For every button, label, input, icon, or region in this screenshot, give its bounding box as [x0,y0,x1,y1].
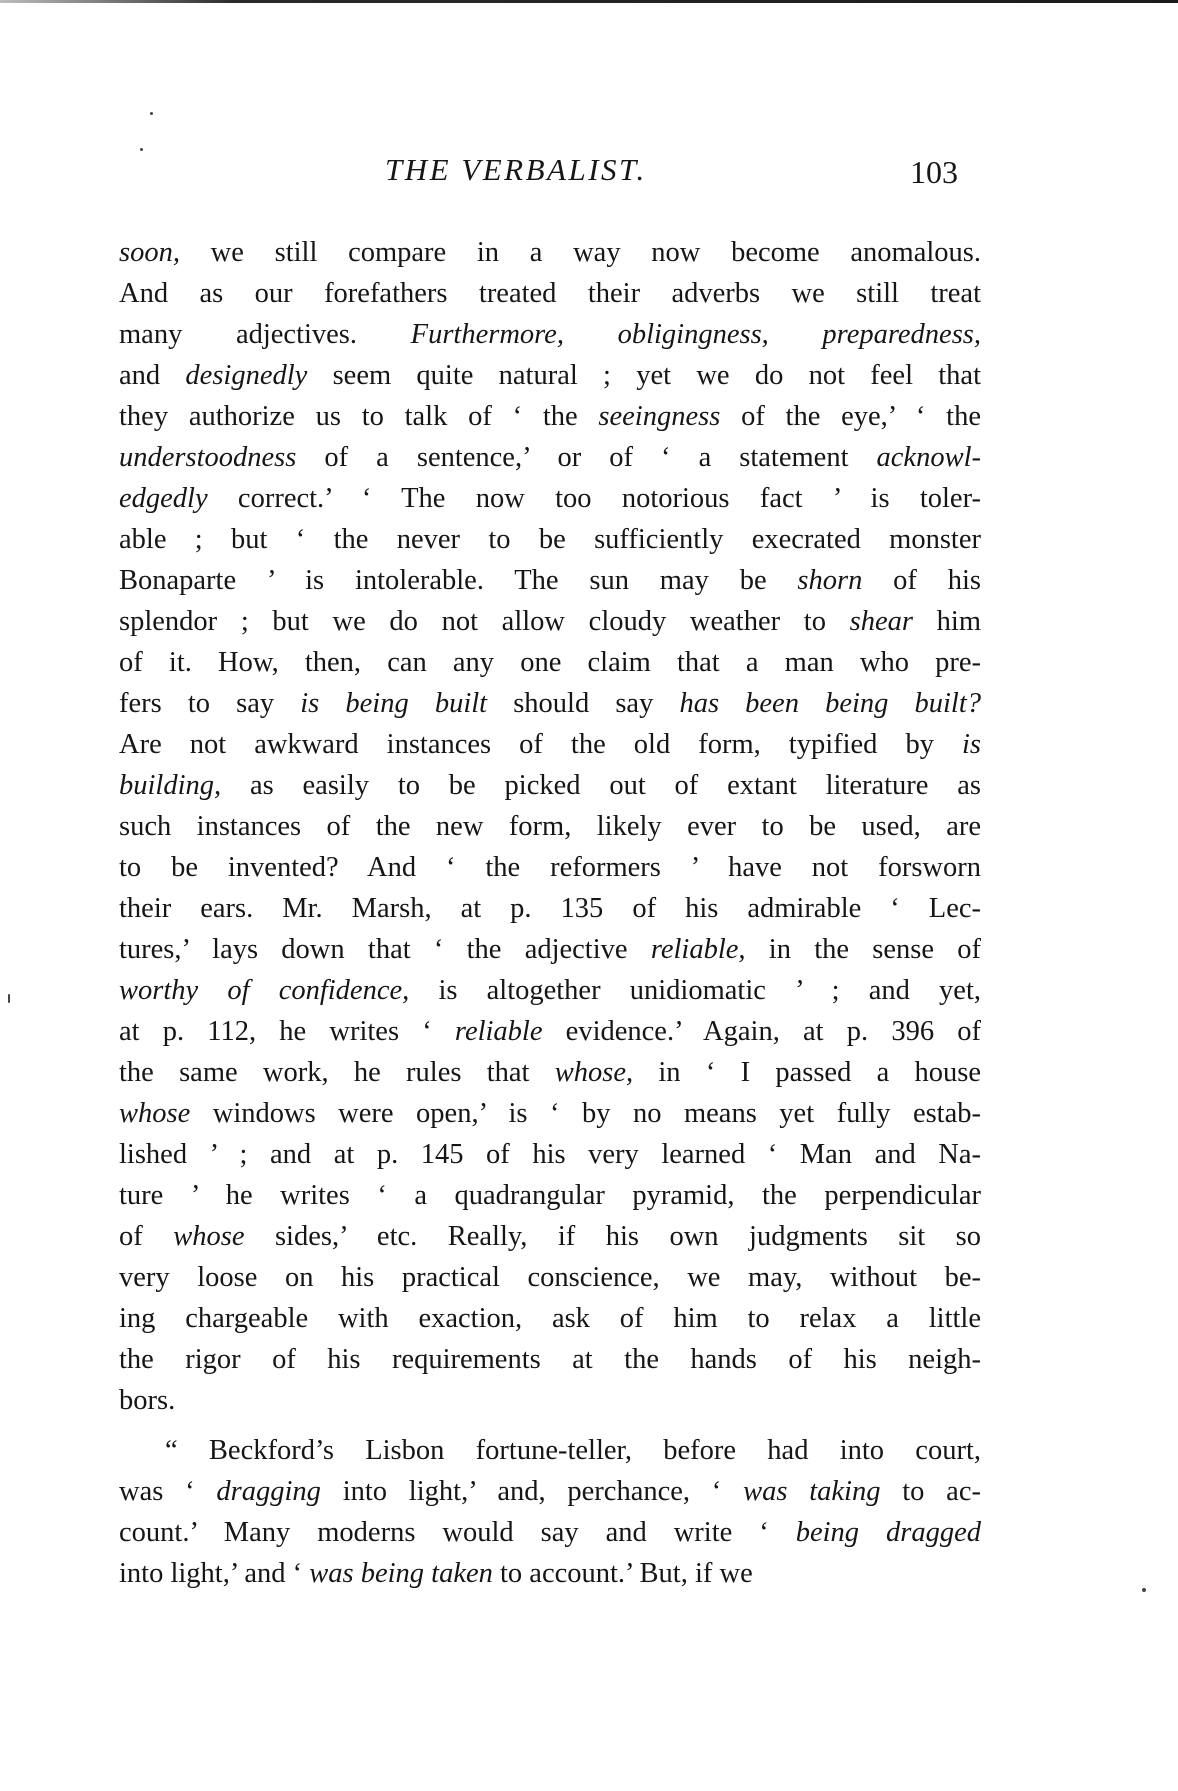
italic-term: is being built [300,688,488,719]
text-run: tures,’ lays down that ‘ the adjective [119,934,651,965]
text-run: seem quite natural ; yet we do not feel that [307,360,981,391]
text-line [119,1216,981,1257]
text-run: to account.’ But, if we [492,1558,753,1589]
italic-term: whose, [554,1057,634,1088]
text-run: lished ’ ; and at p. 145 of his very learned ‘ Man and Na- [119,1139,981,1170]
scan-edge [0,0,1178,3]
italic-term: whose [119,1098,191,1129]
text-line [119,1134,981,1175]
text-run: they authorize us to talk of ‘ the [119,401,599,432]
text-run: ture ’ he writes ‘ a quadrangular pyramid, the perpendicular [119,1180,981,1211]
text-run: we still compare in a way now become anomalous. [179,237,981,268]
paragraph [119,1430,981,1594]
text-line [119,683,981,724]
text-line [119,1553,981,1594]
text-run: the same work, he rules that [119,1057,555,1088]
text-run: in ‘ I passed a house [633,1057,981,1088]
text-run: in the sense of [745,934,981,965]
text-run: at p. 112, he writes ‘ [119,1016,455,1047]
running-head [0,148,1178,198]
text-line [119,724,981,765]
text-line [119,970,981,1011]
italic-term: reliable, [650,934,746,965]
text-run: windows were open,’ is ‘ by no means yet fully estab- [190,1098,981,1129]
italic-term: has been being built? [679,688,982,719]
paragraph-spacer [119,1421,981,1430]
text-run: “ Beckford’s Lisbon fortune-teller, before had into court, [165,1435,981,1466]
text-line [119,1471,981,1512]
text-run: Bonaparte ’ is intolerable. The sun may be [119,565,798,596]
text-run: evidence.’ Again, at p. 396 of [542,1016,981,1047]
text-line [119,437,981,478]
text-run: And as our forefathers treated their adverbs we still treat [119,278,981,309]
text-line [119,1430,981,1471]
text-line [119,273,981,314]
italic-term: building, [119,770,222,801]
text-line [119,1512,981,1553]
italic-term: edgedly [119,483,208,514]
text-run: splendor ; but we do not allow cloudy weather to [119,606,850,637]
text-run: sides,’ etc. Really, if his own judgments sit so [244,1221,981,1252]
text-run: of a sentence,’ or of ‘ a statement [296,442,877,473]
text-run: of the eye,’ ‘ the [720,401,981,432]
text-run: into light,’ and ‘ [119,1558,310,1589]
text-line [119,1298,981,1339]
text-line [119,1052,981,1093]
text-line [119,888,981,929]
text-run: very loose on his practical conscience, we may, without be- [119,1262,981,1293]
italic-term: soon, [119,237,180,268]
text-run: to be invented? And ‘ the reformers ’ have not forsworn [119,852,981,883]
italic-term: dragging [216,1476,321,1507]
italic-term: reliable [454,1016,543,1047]
text-run: of it. How, then, can any one claim that a man who pre- [119,647,981,678]
text-run: Are not awkward instances of the old form, typified by [119,729,962,760]
text-line [119,355,981,396]
text-line [119,1339,981,1380]
text-line [119,929,981,970]
text-line [119,642,981,683]
text-line [119,396,981,437]
text-run: such instances of the new form, likely ever to be used, are [119,811,981,842]
text-run: to ac- [880,1476,981,1507]
text-run: many adjectives. [119,319,411,350]
text-run: of [119,1221,174,1252]
text-run: their ears. Mr. Marsh, at p. 135 of his admirable ‘ Lec- [119,893,981,924]
text-line [119,519,981,560]
text-run: and [119,360,186,391]
text-run: count.’ Many moderns would say and write ‘ [119,1517,796,1548]
italic-term: shorn [797,565,863,596]
italic-term: being dragged [795,1517,982,1548]
text-line [119,765,981,806]
running-title: THE VERBALIST. [385,152,647,187]
text-run: of his [862,565,982,596]
italic-term: designedly [185,360,308,391]
text-run: bors. [119,1385,176,1416]
scan-speck [1142,1588,1146,1592]
text-run: was ‘ [119,1476,217,1507]
italic-term: worthy of confidence, [119,975,410,1006]
text-line [119,1380,981,1421]
text-run: able ; but ‘ the never to be sufficiently execrated monster [119,524,981,555]
italic-term: was being taken [309,1558,493,1589]
text-line [119,601,981,642]
italic-term: shear [849,606,913,637]
text-run: ing chargeable with exaction, ask of him to relax a little [119,1303,981,1334]
text-line [119,1175,981,1216]
paragraph [119,232,981,1421]
scan-speck [8,994,10,1003]
text-line [119,560,981,601]
italic-term: Furthermore, obligingness, preparedness, [410,319,981,350]
italic-term: acknowl- [876,442,981,473]
scan-speck [150,112,153,115]
text-run: as easily to be picked out of extant literature as [221,770,981,801]
italic-term: seeingness [598,401,721,432]
text-line [119,314,981,355]
text-body [119,232,981,1594]
text-run: fers to say [119,688,301,719]
italic-term: was taking [743,1476,881,1507]
text-run: should say [487,688,680,719]
text-line [119,478,981,519]
text-line [119,1257,981,1298]
text-run: correct.’ ‘ The now too notorious fact ’ is toler- [207,483,981,514]
text-line [119,232,981,273]
text-run: him [912,606,981,637]
text-line [119,1093,981,1134]
text-line [119,847,981,888]
text-line [119,806,981,847]
page-number: 103 [910,154,958,190]
text-run: into light,’ and, perchance, ‘ [320,1476,744,1507]
text-line [119,1011,981,1052]
text-run: is altogether unidiomatic ’ ; and yet, [409,975,981,1006]
italic-term: understoodness [119,442,297,473]
italic-term: is [961,729,981,760]
italic-term: whose [173,1221,245,1252]
text-run: the rigor of his requirements at the hands of his neigh- [119,1344,981,1375]
